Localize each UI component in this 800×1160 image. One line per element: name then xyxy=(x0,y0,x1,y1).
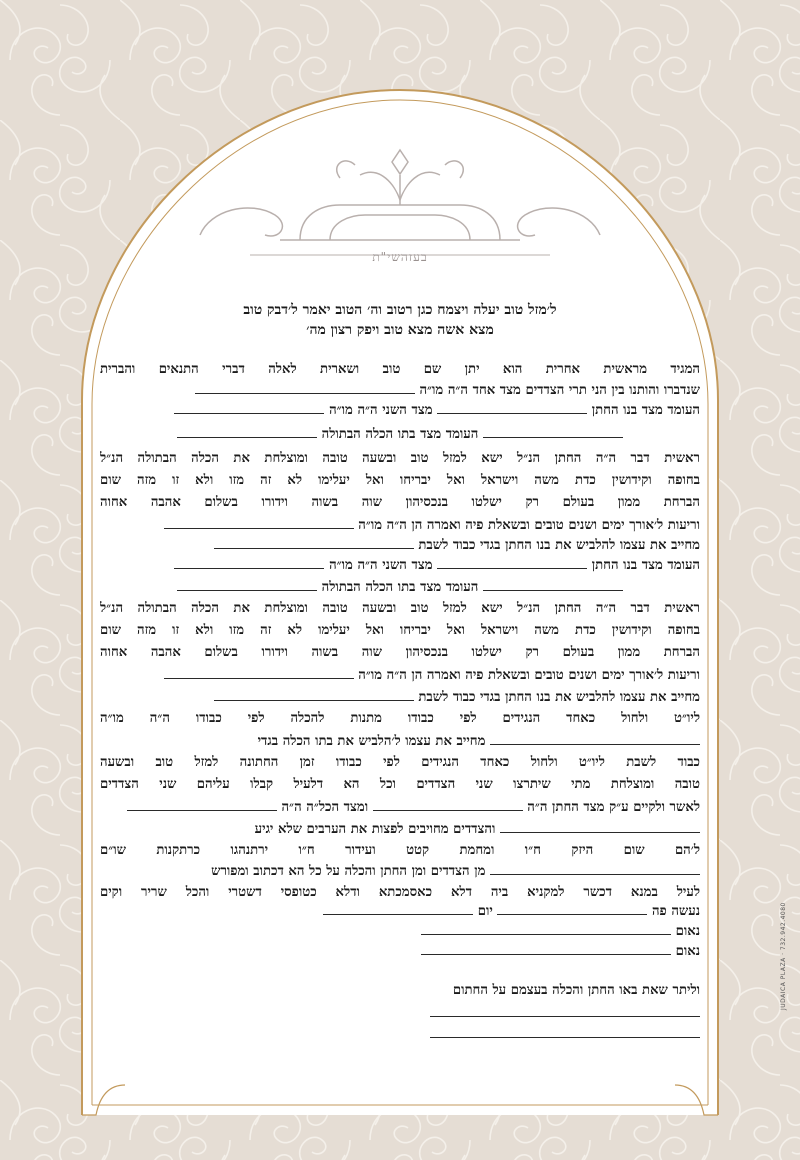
body-line-6: בחופה וקידושין כדת משה וישראל ואל יבריחו ואל יעלימו לא זה מזו ולא זו מזה שום xyxy=(100,473,700,488)
blank-field xyxy=(490,862,700,875)
blank-field xyxy=(164,666,354,679)
body-line-10 xyxy=(100,556,700,575)
body-line-14: הברחת ממון בעולם רק ישלטו בנכסיהון שוה בשוה וידורו בשלום אהבה אחוה xyxy=(100,645,700,660)
signature-line-1 xyxy=(430,1016,700,1017)
witness-line-2 xyxy=(100,942,700,961)
witness-signature-blank xyxy=(421,942,671,955)
body-line-3 xyxy=(100,401,700,420)
body-line-10-text-b: מצד השני ה״ה מו״ה xyxy=(329,558,433,573)
body-line-26-text-a: נעשה פה xyxy=(651,904,700,919)
body-line-19: כבוד לשבת ליו״ט ולחול כאחד הנגידים לפי כבודו זמן החתונה למזל טוב ובשעה xyxy=(100,755,700,770)
blank-field xyxy=(437,556,587,569)
blank-field xyxy=(483,578,623,591)
body-line-10-text-a: העומד מצד בנו החתן xyxy=(591,558,700,573)
body-line-8-text: וריעות ל׳אורך ימים ושנים טובים ובשאלת פיה ואמרה הן ה״ה מו״ה xyxy=(358,518,700,533)
blank-field xyxy=(500,820,700,833)
blank-field xyxy=(483,425,623,438)
publisher-credit: JUDAICA PLAZA · 732.942.4080 xyxy=(780,902,787,1010)
blank-field xyxy=(164,516,354,529)
body-line-23: ל׳הם שום היזק ח״ו ומחמת קטט ועידור ח״ו ירתנהגו כרתקנות שו״ם xyxy=(100,843,700,858)
blank-field xyxy=(174,556,324,569)
body-line-17: ליו״ט ולחול כאחד הנגידים לפי כבודו מתנות להכלה לפי כבודו ה״ה מו״ה xyxy=(100,711,700,726)
body-line-16-text: מחייב את עצמו להלביש את בנו החתן בגדי כבוד לשבת xyxy=(418,690,700,705)
blank-field xyxy=(177,578,317,591)
crest-label: בעזהשי"ת xyxy=(372,250,428,264)
body-line-11 xyxy=(100,578,700,597)
blank-field xyxy=(437,401,587,414)
body-line-21-text-b: ומצד הכל״ה ה״ה xyxy=(281,800,369,815)
body-line-9-text: מחייב את עצמו להלביש את בנו החתן בגדי כבוד לשבת xyxy=(418,538,700,553)
header-line-2: מצא אשה מצא טוב ויפק רצון מה׳ xyxy=(306,322,494,338)
body-line-24-text: מן הצדדים ומן החתן והכלה על כל הא דכתוב ומפורש xyxy=(211,864,486,879)
body-line-20: טובה ומוצלחת מתי שיתרצו שני הצדדים וכל הא דלעיל קבלו עליהם שני הצדדים xyxy=(100,777,700,792)
blank-field xyxy=(214,536,414,549)
blank-field xyxy=(174,401,324,414)
body-line-2 xyxy=(100,381,700,400)
blank-field xyxy=(497,902,647,915)
body-line-16 xyxy=(100,688,700,707)
blank-field xyxy=(177,425,317,438)
witness-label-2: נאום xyxy=(675,944,700,959)
body-line-8 xyxy=(100,516,700,535)
signature-line-2 xyxy=(430,1037,700,1038)
body-line-24 xyxy=(100,862,700,881)
body-line-26 xyxy=(100,902,700,921)
blank-field xyxy=(373,798,523,811)
body-line-13: בחופה וקידושין כדת משה וישראל ואל יבריחו ואל יעלימו לא זה מזו ולא זו מזה שום xyxy=(100,623,700,638)
body-line-15-text: וריעות ל׳אורך ימים ושנים טובים ובשאלת פיה ואמרה הן ה״ה מו״ה xyxy=(358,668,700,683)
body-line-18 xyxy=(100,732,700,751)
witness-label-1: נאום xyxy=(675,924,700,939)
blank-field xyxy=(127,798,277,811)
body-line-7: הברחת ממון בעולם רק ישלטו בנכסיהון שוה בשוה וידורו בשלום אהבה אחוה xyxy=(100,495,700,510)
body-line-5: ראשית דבר ה״ה החתן הנ״ל ישא למזל טוב ובשעה טובה ומוצלחת את הכלה הבתולה הנ״ל xyxy=(100,451,700,466)
body-line-2-text: שנדברו והותנו בין הני תרי הצדדים מצד אחד ה״ה מו״ה xyxy=(419,383,700,398)
body-line-22-text: והצדדים מחויבים לפצות את הערבים שלא יגיע xyxy=(254,822,496,837)
blank-field xyxy=(323,902,473,915)
body-line-26-text-b: יום xyxy=(477,904,493,919)
body-line-9 xyxy=(100,536,700,555)
body-line-3-text-a: העומד מצד בנו החתן xyxy=(591,403,700,418)
closing-line: וליתר שאת באו החתן והכלה בעצמם על החתום xyxy=(452,983,700,998)
body-line-25: לעיל במנא דכשר למקניא ביה דלא כאסמכתא ודלא כטופסי דשטרי והכל שריר וקים xyxy=(100,885,700,900)
body-line-18-text: מחייב את עצמו ל׳הלביש את בתו הכלה בגדי xyxy=(257,734,486,749)
body-line-3-text-b: מצד השני ה״ה מו״ה xyxy=(329,403,433,418)
body-line-22 xyxy=(100,820,700,839)
witness-line-1 xyxy=(100,922,700,941)
body-line-1: המגיד מראשית אחרית הוא יתן שם טוב ושארית לאלה דברי התנאים והברית xyxy=(100,362,700,377)
body-line-4-text: העומד מצד בתו הכלה הבתולה xyxy=(321,427,479,442)
blank-field xyxy=(214,688,414,701)
body-line-12: ראשית דבר ה״ה החתן הנ״ל ישא למזל טוב ובשעה טובה ומוצלחת את הכלה הבתולה הנ״ל xyxy=(100,601,700,616)
blank-field xyxy=(195,381,415,394)
body-line-21-text-a: לאשר ולקיים ע״ק מצד החתן ה״ה xyxy=(527,800,700,815)
body-line-21 xyxy=(100,798,700,817)
header-line-1: ל׳מזל טוב יעלה ויצמח כגן רטוב וה׳ הטוב יאמר ל׳דבק טוב xyxy=(243,302,557,318)
body-line-4 xyxy=(100,425,700,444)
body-line-11-text: העומד מצד בתו הכלה הבתולה xyxy=(321,580,479,595)
body-line-15 xyxy=(100,666,700,685)
blank-field xyxy=(490,732,700,745)
witness-signature-blank xyxy=(421,922,671,935)
ketubah-document xyxy=(100,0,700,1160)
